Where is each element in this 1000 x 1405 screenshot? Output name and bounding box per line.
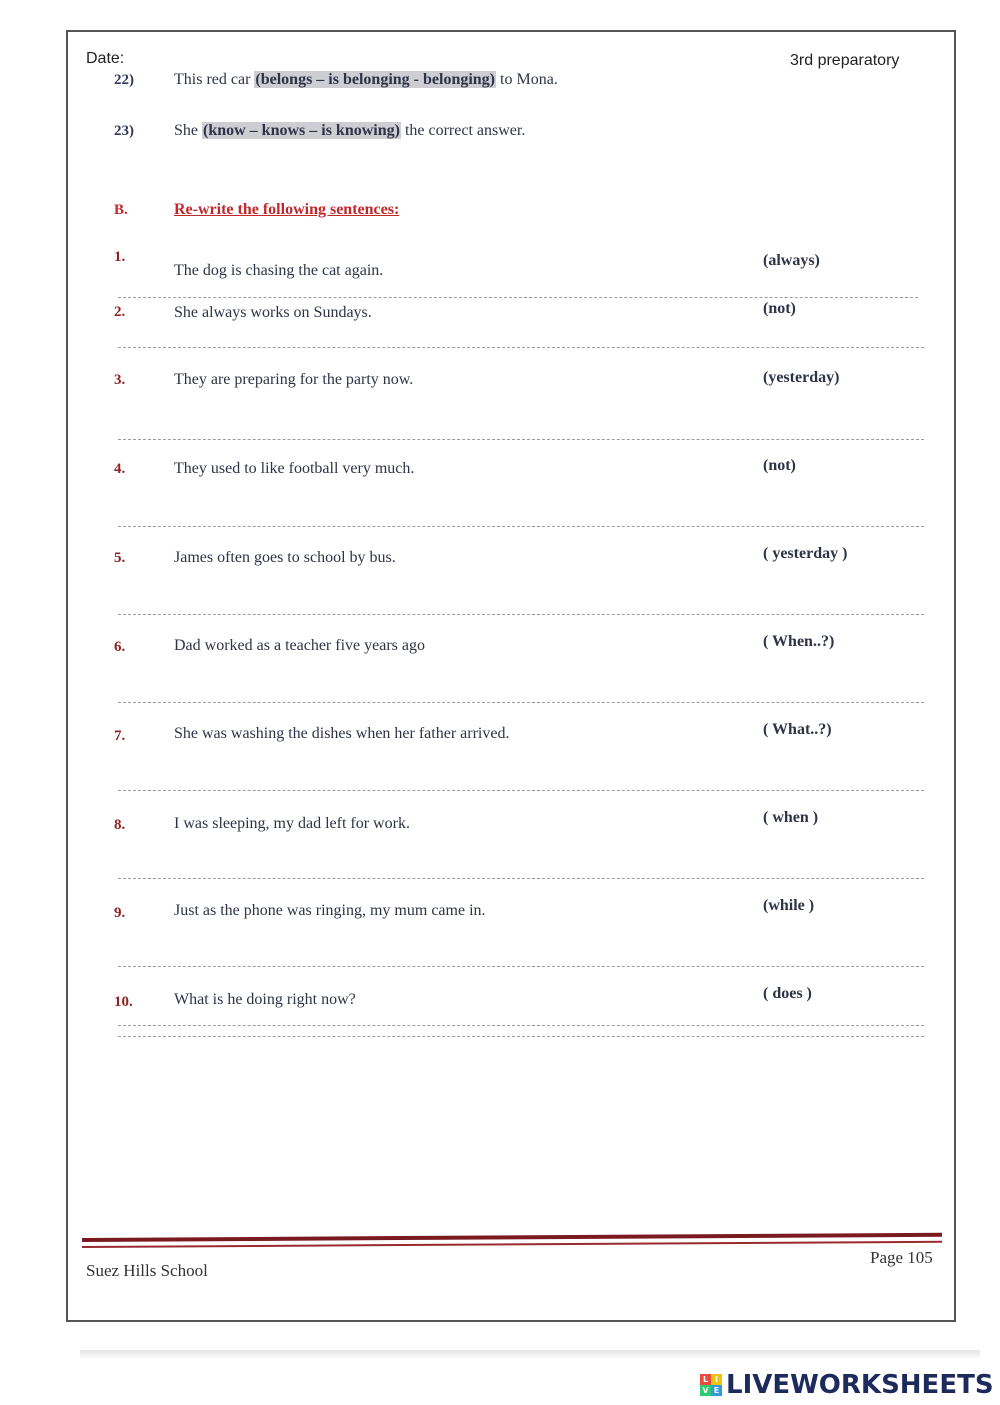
question-22-post: to Mona.: [496, 71, 558, 88]
item-10-answer-line-2[interactable]: [118, 1036, 924, 1037]
item-2-answer-line[interactable]: [118, 347, 924, 348]
question-number-23: 23): [114, 123, 134, 139]
item-9-sentence: Just as the phone was ringing, my mum came in.: [174, 902, 486, 919]
worksheet-page: [66, 30, 956, 1322]
section-b-letter: B.: [114, 202, 128, 218]
item-9-number: 9.: [114, 905, 126, 921]
item-9-answer-line[interactable]: [118, 966, 924, 967]
item-2-sentence: She always works on Sundays.: [174, 304, 372, 321]
item-8-number: 8.: [114, 817, 126, 833]
item-5-number: 5.: [114, 550, 126, 566]
item-7-answer-line[interactable]: [118, 790, 924, 791]
item-4-hint: (not): [763, 457, 796, 474]
question-22: [174, 71, 558, 89]
item-1-answer-line[interactable]: [118, 297, 918, 298]
item-5-hint: ( yesterday ): [763, 545, 848, 562]
item-5-sentence: James often goes to school by bus.: [174, 549, 396, 566]
page-shadow: [80, 1350, 980, 1360]
item-2-hint: (not): [763, 300, 796, 317]
liveworksheets-brand: LIVEWORKSHEETS: [726, 1370, 994, 1400]
item-8-answer-line[interactable]: [118, 878, 924, 879]
item-2-number: 2.: [114, 304, 126, 320]
item-5-answer-line[interactable]: [118, 614, 924, 615]
question-number-22: 22): [114, 72, 134, 88]
item-3-hint: (yesterday): [763, 369, 840, 386]
item-9-hint: (while ): [763, 897, 815, 914]
item-3-answer-line[interactable]: [118, 439, 924, 440]
item-6-sentence: Dad worked as a teacher five years ago: [174, 637, 425, 654]
section-b-title: Re-write the following sentences:: [174, 201, 400, 218]
item-4-number: 4.: [114, 461, 126, 477]
item-6-hint: ( When..?): [763, 633, 835, 650]
item-3-sentence: They are preparing for the party now.: [174, 371, 414, 388]
item-10-hint: ( does ): [763, 985, 812, 1002]
question-22-choices[interactable]: (belongs – is belonging - belonging): [255, 71, 496, 88]
item-8-sentence: I was sleeping, my dad left for work.: [174, 815, 410, 832]
school-name: Suez Hills School: [86, 1261, 208, 1280]
page-number: Page 105: [870, 1248, 933, 1267]
liveworksheets-logo: [700, 1370, 994, 1400]
question-23: [174, 122, 525, 140]
item-1-hint: (always): [763, 252, 820, 269]
item-4-answer-line[interactable]: [118, 526, 924, 527]
question-23-choices[interactable]: (know – knows – is knowing): [203, 122, 400, 139]
item-10-answer-line[interactable]: [118, 1025, 924, 1026]
item-10-number: 10.: [114, 994, 133, 1010]
item-7-hint: ( What..?): [763, 721, 832, 738]
grade-label: 3rd preparatory: [790, 52, 900, 69]
item-6-number: 6.: [114, 639, 126, 655]
item-7-sentence: She was washing the dishes when her father arrived.: [174, 725, 510, 742]
item-1-number: 1.: [114, 249, 126, 265]
item-4-sentence: They used to like football very much.: [174, 460, 415, 477]
item-6-answer-line[interactable]: [118, 702, 924, 703]
item-1-sentence: The dog is chasing the cat again.: [174, 262, 384, 279]
item-7-number: 7.: [114, 728, 126, 744]
liveworksheets-badge-icon: L I V E: [700, 1374, 722, 1396]
question-23-post: the correct answer.: [400, 122, 526, 139]
item-3-number: 3.: [114, 372, 126, 388]
item-10-sentence: What is he doing right now?: [174, 991, 356, 1008]
question-23-pre: She: [174, 122, 202, 139]
date-label: Date:: [86, 50, 125, 67]
question-22-pre: This red car: [174, 71, 255, 88]
item-8-hint: ( when ): [763, 809, 819, 826]
